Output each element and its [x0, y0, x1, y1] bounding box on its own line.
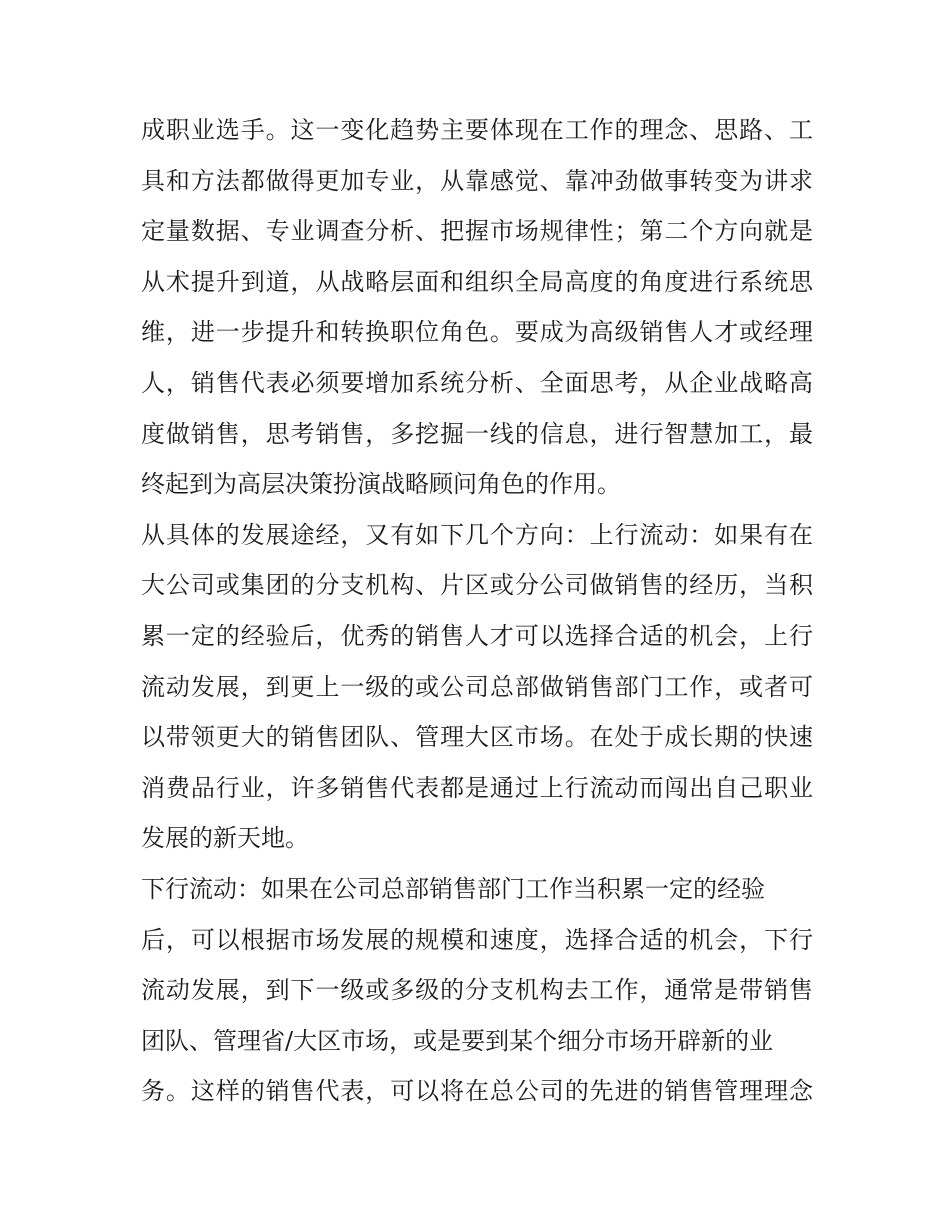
text-line: 后，可以根据市场发展的规模和速度，选择合适的机会，下行 — [141, 925, 813, 954]
text-line: 维，进一步提升和转换职位角色。要成为高级销售人才或经理 — [141, 318, 813, 347]
text-line: 成职业选手。这一变化趋势主要体现在工作的理念、思路、工 — [141, 116, 813, 144]
text-line: 累一定的经验后，优秀的销售人才可以选择合适的机会，上行 — [141, 621, 813, 650]
text-line: 度做销售，思考销售，多挖掘一线的信息，进行智慧加工，最 — [141, 419, 813, 448]
text-line: 大公司或集团的分支机构、片区或分公司做销售的经历，当积 — [141, 571, 813, 600]
text-line: 流动发展，到更上一级的或公司总部做销售部门工作，或者可 — [141, 672, 813, 701]
text-line: 从术提升到道，从战略层面和组织全局高度的角度进行系统思 — [141, 267, 813, 296]
paragraph-career-direction — [141, 105, 813, 510]
document-body — [141, 105, 813, 1117]
text-line: 具和方法都做得更加专业，从靠感觉、靠冲劲做事转变为讲求 — [141, 166, 813, 195]
text-line: 人，销售代表必须要增加系统分析、全面思考，从企业战略高 — [141, 368, 813, 397]
text-line: 从具体的发展途经，又有如下几个方向：上行流动：如果有在 — [141, 520, 813, 549]
text-line: 流动发展，到下一级或多级的分支机构去工作，通常是带销售 — [141, 976, 813, 1005]
text-line: 发展的新天地。 — [141, 824, 309, 853]
text-line: 团队、管理省/大区市场，或是要到某个细分市场开辟新的业 — [141, 1026, 774, 1055]
text-line: 以带领更大的销售团队、管理大区市场。在处于成长期的快速 — [141, 723, 813, 752]
text-line: 消费品行业，许多销售代表都是通过上行流动而闯出自己职业 — [141, 773, 813, 802]
paragraph-downward-mobility — [141, 864, 813, 1117]
text-line: 务。这样的销售代表，可以将在总公司的先进的销售管理理念 — [141, 1077, 813, 1106]
text-line: 下行流动：如果在公司总部销售部门工作当积累一定的经验 — [141, 874, 765, 903]
paragraph-upward-mobility — [141, 510, 813, 864]
text-line: 终起到为高层决策扮演战略顾问角色的作用。 — [141, 470, 621, 499]
text-line: 定量数据、专业调查分析、把握市场规律性；第二个方向就是 — [141, 217, 813, 246]
